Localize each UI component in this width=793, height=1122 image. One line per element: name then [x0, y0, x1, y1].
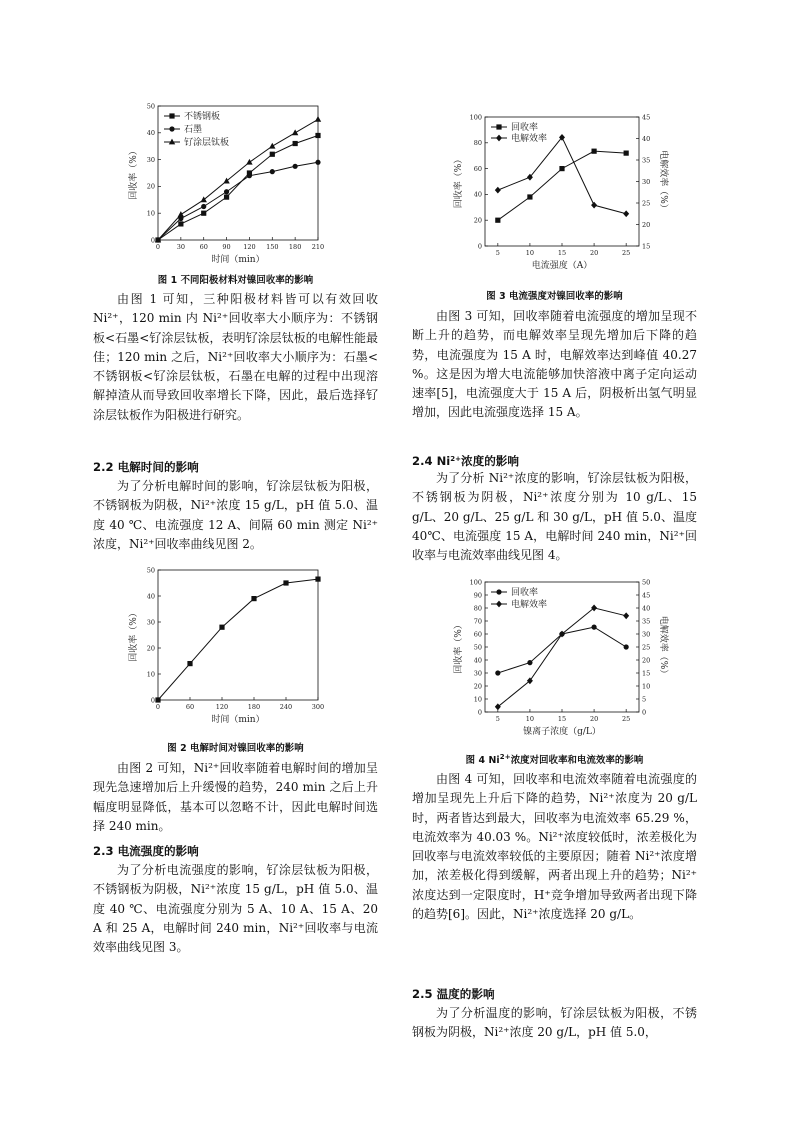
y2-tick-label: 30: [642, 177, 651, 186]
legend-marker: [496, 589, 501, 594]
data-point: [187, 661, 192, 666]
data-point: [293, 141, 298, 146]
legend-marker: [169, 126, 174, 131]
legend-label: 钌涂层钛板: [184, 138, 230, 148]
x-tick-label: 25: [622, 715, 631, 723]
y2-tick-label: 20: [642, 656, 651, 665]
data-point: [201, 211, 206, 216]
y-tick-label: 60: [473, 630, 482, 639]
y-tick-label: 80: [473, 604, 482, 613]
y-tick-label: 30: [146, 155, 155, 164]
section-2-4-heading-part1: 2.4 Ni: [412, 454, 451, 468]
paragraph-5: 由图 3 可知，回收率随着电流强度的增加呈现不断上升的趋势，而电解效率呈现先增加后下降的趋势，电流强度为 15 A 时，电解效率达到峰值 40.27 %。这是因为增大电流能够加快溶液中离子定向运动速率[5]，电流强度大于 15 A 后，阴极析出氢气明显增加，因此电流强度选择 15 A。: [412, 309, 697, 420]
data-point: [293, 164, 298, 169]
paragraph-4: 为了分析电流强度的影响，钌涂层钛板为阳极，不锈钢板为阴极，Ni²⁺浓度 15 g/L，pH 值 5.0、温度 40 ℃、电流强度分别为 5 A、10 A、15 A、20 A 和 25 A，电解时间 240 min，Ni²⁺回收率与电流效率曲线见图 3。: [93, 863, 378, 955]
x-axis-label: 时间（min）: [211, 715, 265, 725]
y2-tick-label: 20: [642, 220, 651, 229]
section-2-5-heading: 2.5 温度的影响: [412, 987, 495, 1001]
data-point: [527, 660, 532, 665]
x-tick-label: 30: [176, 243, 185, 251]
paragraph-3: 由图 2 可知，Ni²⁺回收率随着电解时间的增加呈现先急速增加后上升缓慢的趋势，240 min 之后上升幅度明显降低，基本可以忽略不计，因此电解时间选择 240 min。: [93, 761, 378, 833]
x-tick-label: 180: [247, 703, 261, 711]
figure-4-chart: [447, 574, 682, 742]
figure-2-chart: [128, 562, 333, 734]
data-point: [224, 189, 229, 194]
paragraph-7: 由图 4 可知，回收率和电流效率随着电流强度的增加呈现先上升后下降的趋势，Ni²⁺浓度为 20 g/L 时，两者皆达到最大，回收率为电流效率 65.29 %，电流效率为 40.03 %。Ni²⁺浓度较低时，浓差极化为回收率与电流效率较低的主要原因；随着 Ni²⁺浓度增加，浓差极化得到缓解，两者出现上升的趋势；Ni²⁺浓度达到一定限度时，H⁺竞争增加导致两者出现下降的趋势[6]。因此，Ni²⁺浓度选择 20 g/L。: [412, 772, 697, 922]
paragraph-8: 为了分析温度的影响，钌涂层钛板为阳极，不锈钢板为阴极，Ni²⁺浓度 20 g/L，pH 值 5.0，: [412, 1006, 697, 1040]
x-tick-label: 180: [288, 243, 302, 251]
series-line: [498, 137, 626, 213]
data-point: [178, 221, 183, 226]
y2-axis-label: 电解效率（%）: [658, 615, 668, 679]
y-tick-label: 50: [473, 643, 482, 652]
data-point: [224, 195, 229, 200]
data-point: [623, 210, 629, 217]
figure-4-caption: [412, 752, 697, 766]
x-tick-label: 15: [557, 715, 567, 723]
x-axis-label: 镍离子浓度（g/L）: [523, 727, 601, 737]
x-tick-label: 120: [215, 703, 229, 711]
figure-1-caption: 图 1 不同阳极材料对镍回收率的影响: [157, 275, 314, 286]
y-axis-label: 回收率（%）: [129, 608, 139, 662]
data-point: [270, 169, 275, 174]
x-tick-label: 10: [525, 249, 535, 257]
y-axis-label: 回收率（%）: [454, 154, 464, 209]
x-tick-label: 150: [266, 243, 279, 251]
x-tick-label: 210: [311, 243, 325, 251]
data-point: [315, 577, 320, 582]
x-tick-label: 120: [243, 243, 256, 251]
y-tick-label: 40: [473, 190, 482, 199]
figure-4-caption-part2: 浓度对回收率和电流效率的影响: [510, 755, 644, 766]
x-tick-label: 60: [185, 703, 195, 711]
y-tick-label: 50: [146, 102, 155, 111]
data-point: [591, 202, 597, 209]
y-tick-label: 0: [150, 696, 155, 705]
data-point: [178, 211, 184, 217]
y-tick-label: 20: [473, 216, 482, 225]
y2-axis-label: 电解效率（%）: [658, 150, 668, 213]
y-tick-label: 50: [146, 566, 155, 575]
section-2-4-heading: [412, 450, 697, 471]
y2-tick-label: 25: [642, 643, 651, 652]
x-tick-label: 0: [155, 243, 161, 251]
figure-3-caption: 图 3 电流强度对镍回收率的影响: [486, 291, 623, 302]
paragraph-6: 为了分析 Ni²⁺浓度的影响，钌涂层钛板为阳极，不锈钢板为阴极，Ni²⁺浓度分别为 10 g/L、15 g/L、20 g/L、25 g/L 和 30 g/L，pH 值 5.0、温度 40℃、电流强度 15 A，电解时间 240 min，Ni²⁺回收率与电流效率曲线见图 4。: [412, 471, 697, 563]
y2-tick-label: 35: [642, 156, 651, 165]
series-line: [498, 608, 626, 707]
data-point: [591, 625, 596, 630]
data-point: [495, 218, 500, 223]
data-point: [251, 596, 256, 601]
y2-tick-label: 25: [642, 199, 651, 208]
y-tick-label: 0: [477, 708, 482, 717]
data-point: [201, 204, 206, 209]
y2-tick-label: 10: [642, 682, 651, 691]
y-axis-label: 回收率（%）: [129, 146, 139, 200]
y2-tick-label: 40: [642, 134, 651, 143]
x-axis-label: 时间（min）: [211, 255, 265, 265]
y2-tick-label: 15: [642, 669, 651, 678]
y2-tick-label: 5: [642, 695, 647, 704]
y-tick-label: 100: [469, 578, 482, 587]
x-tick-label: 10: [525, 715, 535, 723]
data-point: [495, 703, 501, 710]
x-tick-label: 5: [495, 249, 500, 257]
data-point: [527, 194, 532, 199]
y2-tick-label: 45: [642, 113, 651, 122]
legend-label: 电解效率: [511, 134, 548, 144]
series-line: [158, 162, 318, 240]
y-tick-label: 10: [146, 209, 155, 218]
data-point: [270, 152, 275, 157]
legend-label: 石墨: [184, 125, 203, 135]
plot-frame: [158, 570, 318, 700]
data-point: [624, 151, 629, 156]
x-tick-label: 90: [222, 243, 231, 251]
x-tick-label: 20: [589, 715, 599, 723]
data-point: [201, 196, 207, 202]
y-tick-label: 40: [146, 592, 155, 601]
data-point: [269, 143, 275, 149]
data-point: [315, 160, 320, 165]
paragraph-1: 由图 1 可知，三种阳极材料皆可以有效回收 Ni²⁺，120 min 内 Ni²⁺回收率大小顺序为：不锈钢板<石墨<钌涂层钛板，表明钌涂层钛板的电解性能最佳；120 min 之后，Ni²⁺回收率大小顺序为：石墨<不锈钢板<钌涂层钛板，石墨在电解的过程中出现溶解掉渣从而导致回收率增长下降，因此，最后选择钌涂层钛板作为阳极进行研究。: [93, 292, 378, 422]
y-tick-label: 40: [473, 656, 482, 665]
x-axis-label: 电流强度（A）: [531, 261, 593, 271]
data-point: [292, 129, 298, 135]
legend-label: 回收率: [511, 123, 539, 133]
legend-marker: [496, 601, 502, 608]
paragraph-2: 为了分析电解时间的影响，钌涂层钛板为阳极，不锈钢板为阴极，Ni²⁺浓度 15 g/L，pH 值 5.0、温度 40 ℃、电流强度 12 A、间隔 60 min 测定 Ni²⁺浓度，Ni²⁺回收率曲线见图 2。: [93, 479, 378, 551]
y-axis-label: 回收率（%）: [454, 620, 464, 674]
data-point: [623, 612, 629, 619]
section-2-4-heading-part2: 浓度的影响: [461, 454, 519, 468]
y2-tick-label: 15: [642, 242, 651, 251]
legend-marker: [169, 113, 174, 118]
y2-tick-label: 45: [642, 591, 651, 600]
series-line: [158, 579, 318, 700]
data-point: [315, 116, 321, 122]
data-point: [591, 149, 596, 154]
y-tick-label: 0: [150, 236, 155, 245]
legend-label: 电解效率: [511, 600, 548, 610]
y-tick-label: 0: [477, 242, 482, 251]
data-point: [283, 580, 288, 585]
data-point: [495, 187, 501, 194]
x-tick-label: 0: [155, 703, 161, 711]
data-point: [246, 159, 252, 165]
data-point: [559, 166, 564, 171]
legend-label: 不锈钢板: [184, 112, 221, 122]
y-tick-label: 20: [473, 682, 482, 691]
figure-1-chart: [128, 96, 333, 266]
section-2-3-heading: 2.3 电流强度的影响: [93, 844, 199, 858]
figure-4-caption-sup: 2+: [499, 753, 511, 761]
y-tick-label: 30: [473, 669, 482, 678]
y2-tick-label: 40: [642, 604, 651, 613]
x-tick-label: 240: [279, 703, 293, 711]
y-tick-label: 90: [473, 591, 482, 600]
legend-marker: [496, 135, 502, 142]
section-2-2-heading: 2.2 电解时间的影响: [93, 460, 199, 474]
plot-frame: [485, 582, 639, 712]
y-tick-label: 100: [469, 113, 482, 122]
data-point: [495, 670, 500, 675]
series-line: [498, 151, 626, 220]
x-tick-label: 60: [199, 243, 208, 251]
data-point: [223, 178, 229, 184]
data-point: [219, 625, 224, 630]
data-point: [315, 133, 320, 138]
figure-3-chart: [447, 108, 682, 276]
legend-marker: [496, 124, 501, 129]
data-point: [247, 173, 252, 178]
y-tick-label: 60: [473, 164, 482, 173]
x-tick-label: 20: [589, 249, 599, 257]
data-point: [591, 605, 597, 612]
y-tick-label: 10: [146, 670, 155, 679]
section-2-4-heading-sup: 2+: [450, 455, 462, 463]
data-point: [155, 697, 160, 702]
y-tick-label: 10: [473, 695, 482, 704]
y-tick-label: 30: [146, 618, 155, 627]
y2-tick-label: 30: [642, 630, 651, 639]
x-tick-label: 5: [495, 715, 500, 723]
figure-2-caption: 图 2 电解时间对镍回收率的影响: [167, 743, 304, 754]
x-tick-label: 300: [311, 703, 325, 711]
y-tick-label: 70: [473, 617, 482, 626]
x-tick-label: 25: [622, 249, 631, 257]
x-tick-label: 15: [557, 249, 567, 257]
y-tick-label: 20: [146, 644, 155, 653]
figure-4-caption-part1: 图 4 Ni: [465, 755, 500, 766]
y2-tick-label: 0: [642, 708, 647, 717]
y-tick-label: 40: [146, 129, 155, 138]
legend-label: 回收率: [511, 588, 539, 598]
data-point: [624, 644, 629, 649]
y2-tick-label: 35: [642, 617, 651, 626]
y-tick-label: 20: [146, 182, 155, 191]
y-tick-label: 80: [473, 139, 482, 148]
y2-tick-label: 50: [642, 578, 651, 587]
